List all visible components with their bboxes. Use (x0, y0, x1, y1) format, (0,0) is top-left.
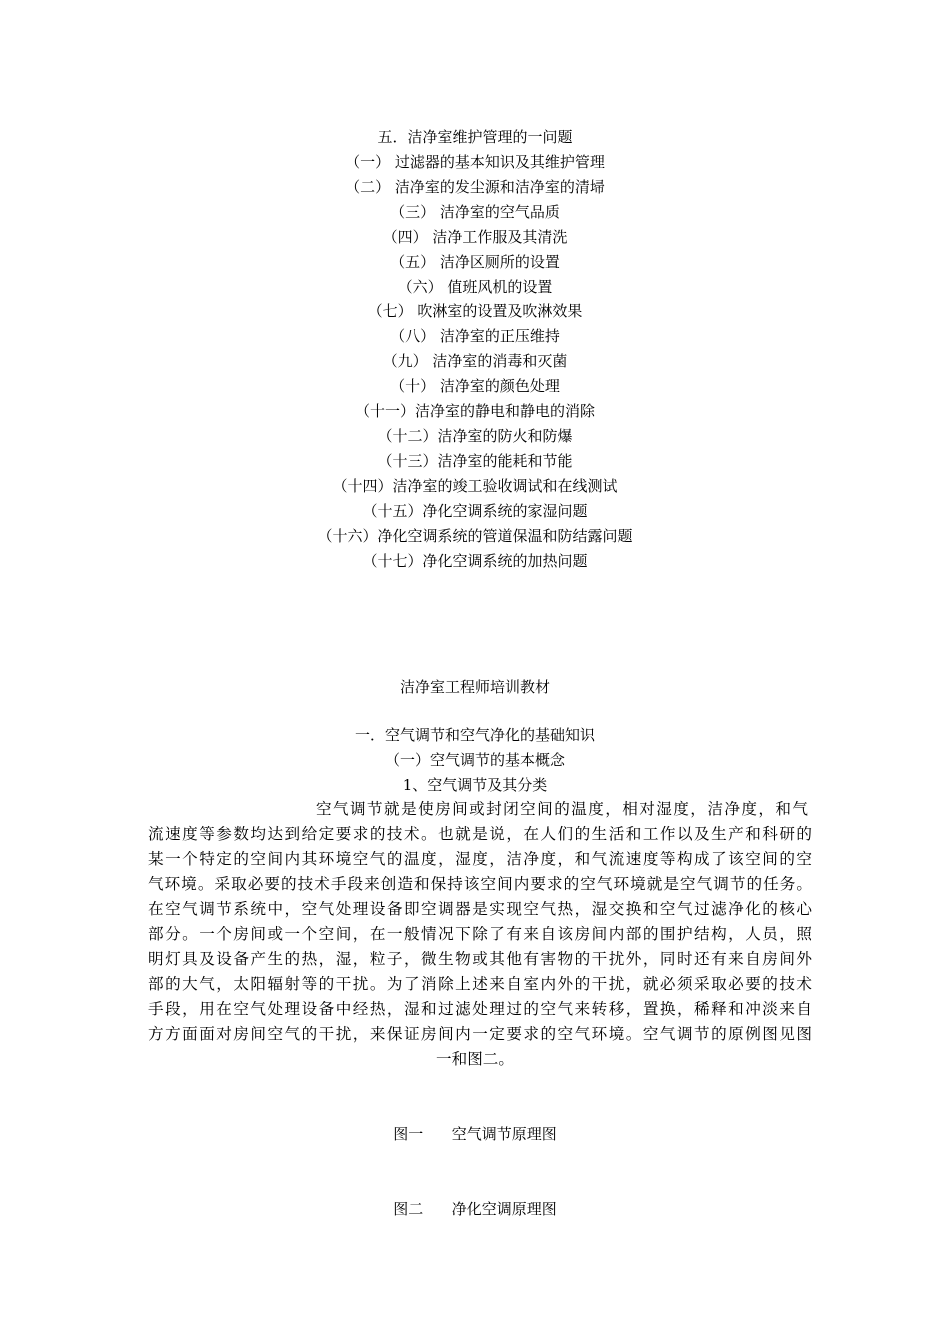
toc-item: （十一）洁净室的静电和静电的消除 (354, 402, 595, 420)
toc-item: （十） 洁净室的颜色处理 (390, 377, 560, 395)
toc-item: （十四）洁净室的竣工验收调试和在线测试 (332, 477, 618, 495)
item-heading: 1、空气调节及其分类 (402, 776, 548, 794)
section-heading: 一．空气调节和空气净化的基础知识 (354, 726, 595, 744)
subsection-heading: （一）空气调节的基本概念 (384, 751, 565, 769)
toc-item: （十三）洁净室的能耗和节能 (377, 452, 573, 470)
toc-item: 五．洁净室维护管理的一问题 (377, 128, 573, 146)
paragraph-line: 方方面面对房间空气的干扰，来保证房间内一定要求的空气环境。空气调节的原例图见图 (148, 1025, 812, 1043)
paragraph-line: 气环境。采取必要的技术手段来创造和保持该空间内要求的空气环境就是空气调节的任务。 (148, 875, 812, 893)
figure-caption: 图一 空气调节原理图 (393, 1125, 557, 1143)
paragraph-line: 在空气调节系统中，空气处理设备即空调器是实现空气热，湿交换和空气过滤净化的核心 (148, 900, 812, 918)
toc-item: （四） 洁净工作服及其清洗 (382, 228, 568, 246)
toc-item: （五） 洁净区厕所的设置 (390, 253, 560, 271)
paragraph-line: 空气调节就是使房间或封闭空间的温度，相对湿度，洁净度，和气 (316, 800, 808, 818)
toc-item: （二） 洁净室的发尘源和洁净室的清埽 (345, 178, 605, 196)
paragraph-line: 手段，用在空气处理设备中经热，湿和过滤处理过的空气来转移，置换，稀释和冲淡来自 (148, 1000, 812, 1018)
paragraph-line: 某一个特定的空间内其环境空气的温度，湿度，洁净度，和气流速度等构成了该空间的空 (148, 850, 812, 868)
paragraph-line: 一和图二。 (436, 1050, 514, 1068)
toc-item: （一） 过滤器的基本知识及其维护管理 (345, 153, 605, 171)
figure-caption: 图二 净化空调原理图 (393, 1200, 557, 1218)
toc-item: （十七）净化空调系统的加热问题 (362, 552, 588, 570)
paragraph-line: 流速度等参数均达到给定要求的技术。也就是说，在人们的生活和工作以及生产和科研的 (148, 825, 812, 843)
toc-item: （六） 值班风机的设置 (397, 278, 553, 296)
toc-item: （十二）洁净室的防火和防爆 (377, 427, 573, 445)
paragraph-line: 部分。一个房间或一个空间，在一般情况下除了有来自该房间内部的围护结构，人员，照 (148, 925, 812, 943)
toc-item: （十六）净化空调系统的管道保温和防结露问题 (317, 527, 633, 545)
document-title: 洁净室工程师培训教材 (399, 678, 550, 696)
toc-item: （七） 吹淋室的设置及吹淋效果 (367, 302, 583, 320)
toc-item: （八） 洁净室的正压维持 (390, 327, 560, 345)
toc-item: （十五）净化空调系统的家湿问题 (362, 502, 588, 520)
paragraph-line: 明灯具及设备产生的热，湿，粒子，微生物或其他有害物的干扰外，同时还有来自房间外 (148, 950, 812, 968)
paragraph-line: 部的大气，太阳辐射等的干扰。为了消除上述来自室内外的干扰，就必须采取必要的技术 (148, 975, 812, 993)
toc-item: （三） 洁净室的空气品质 (390, 203, 560, 221)
toc-item: （九） 洁净室的消毒和灭菌 (382, 352, 568, 370)
